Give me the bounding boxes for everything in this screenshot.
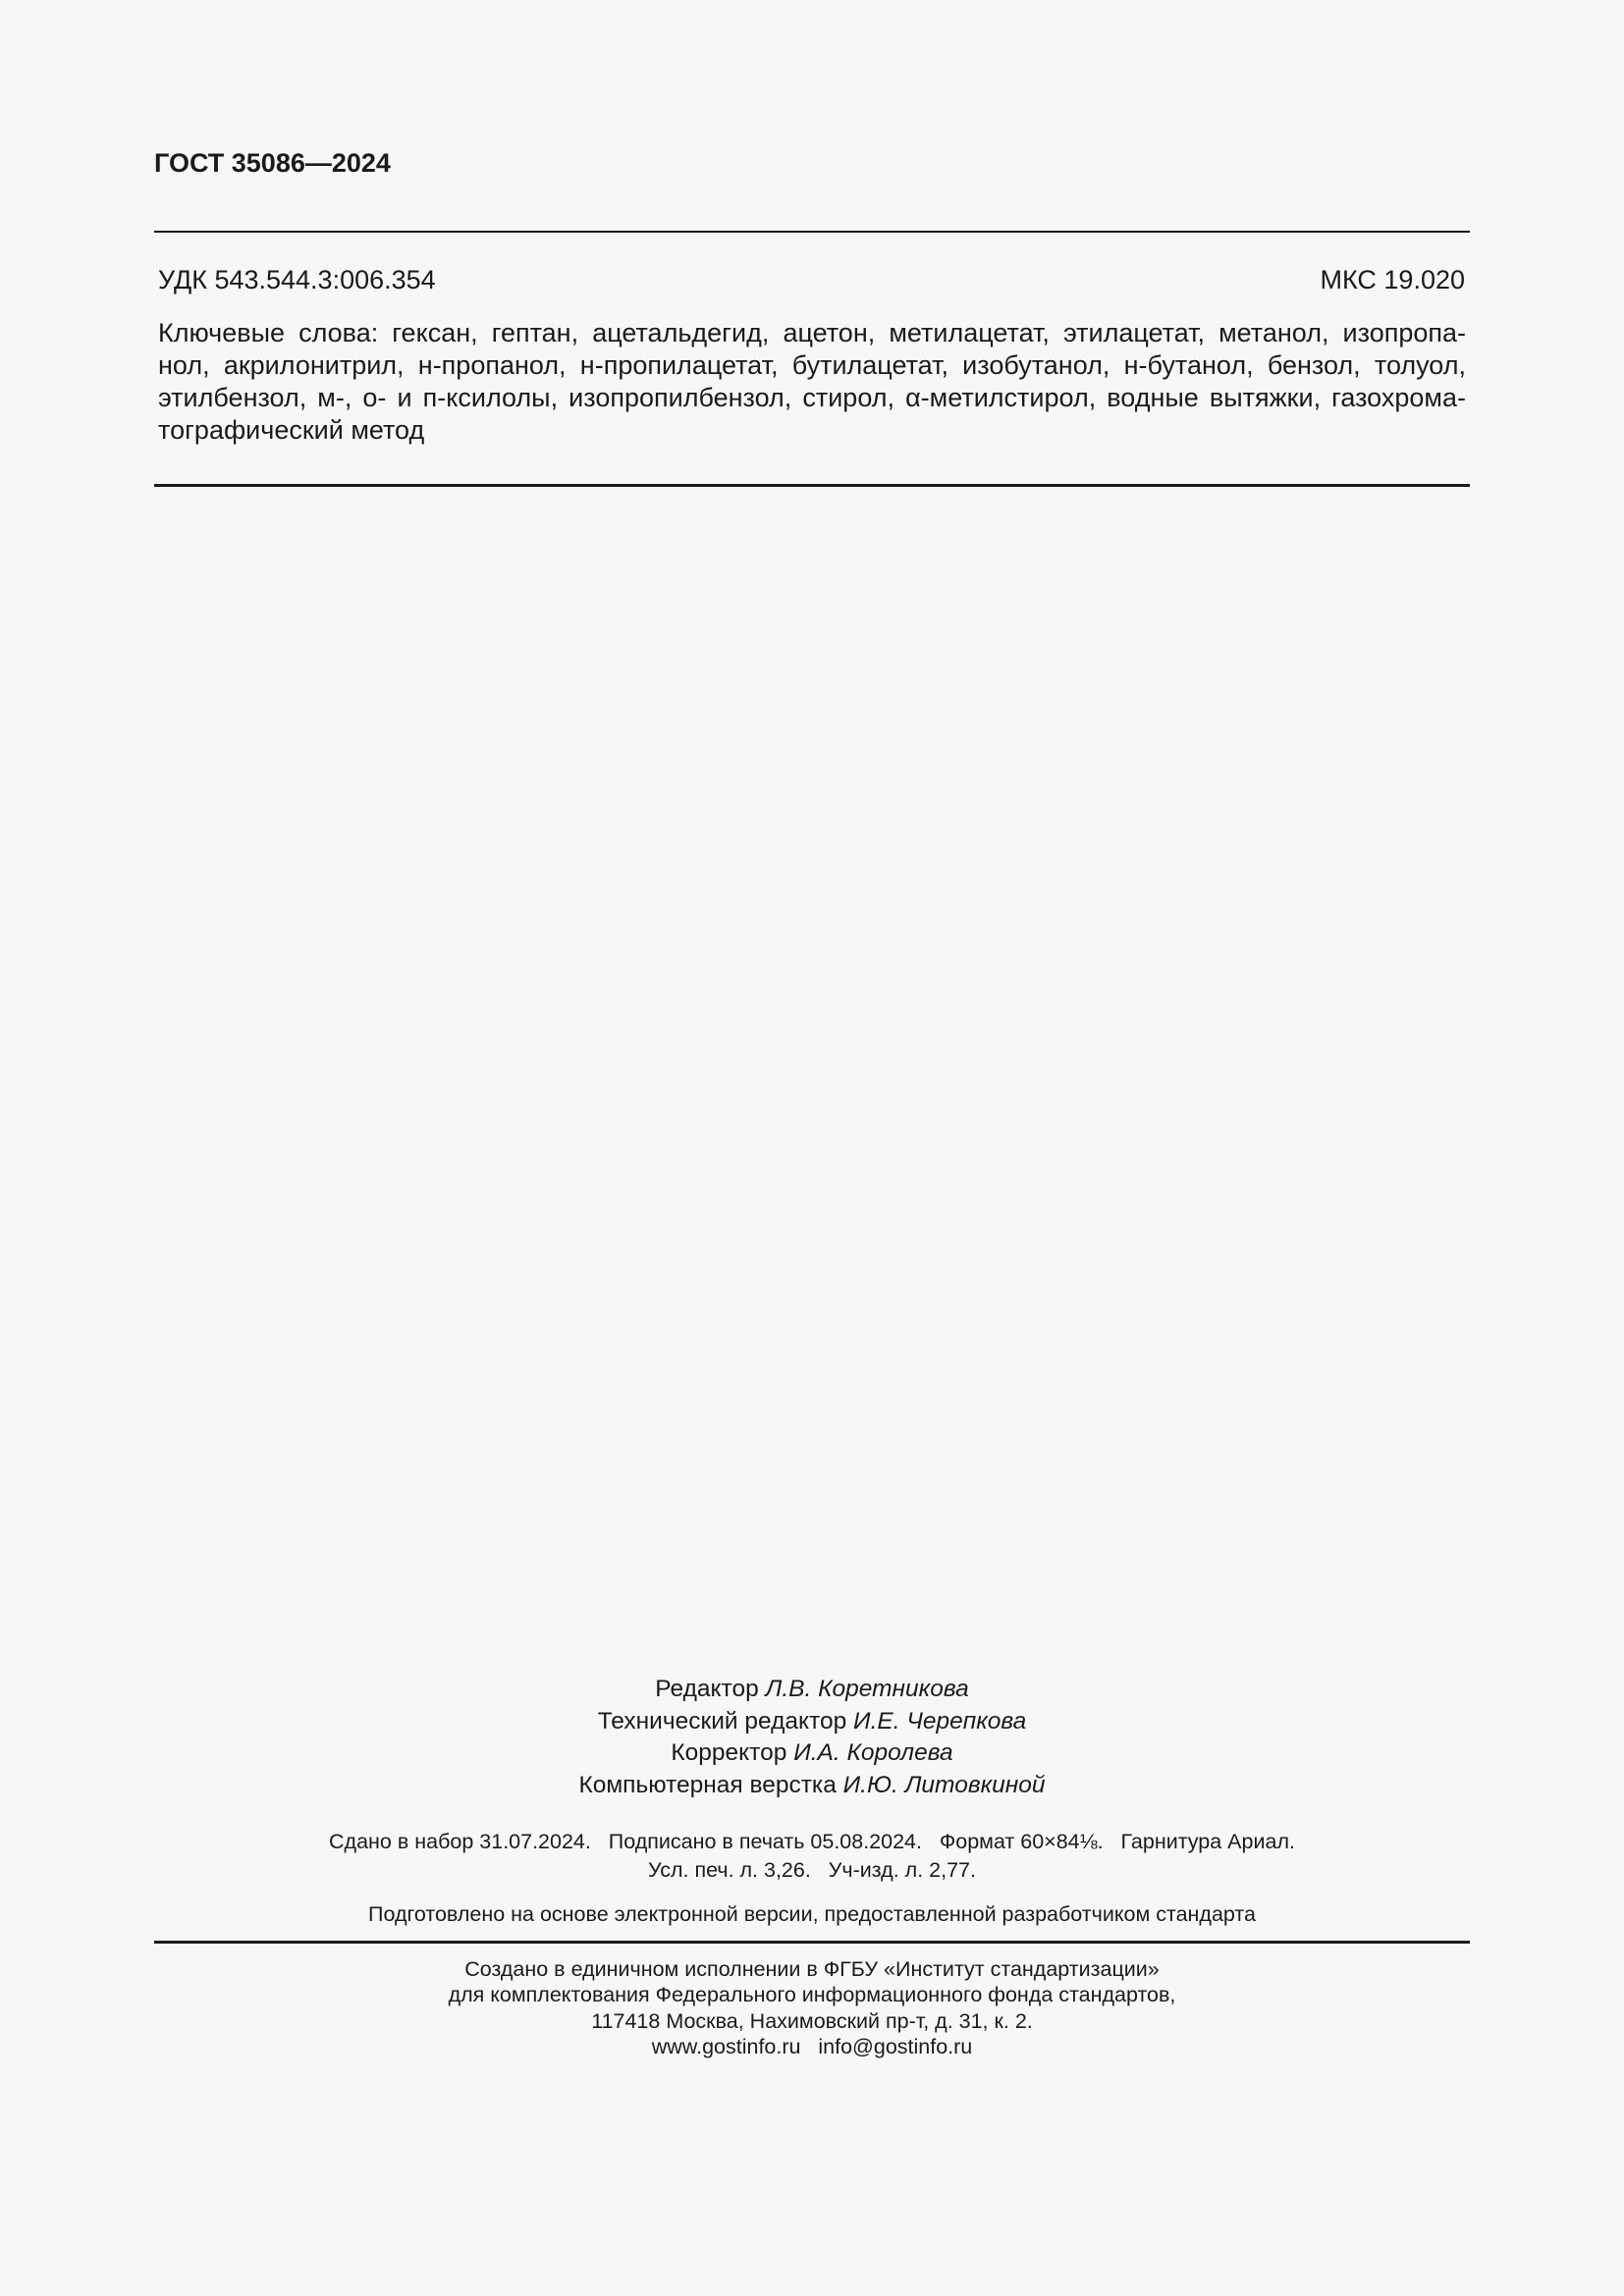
keywords-line: тографический метод <box>158 415 425 445</box>
imprint-line: Усл. печ. л. 3,26. Уч-изд. л. 2,77. <box>648 1858 976 1882</box>
credit-name: Л.В. Коретникова <box>765 1676 969 1702</box>
credit-editor <box>0 1674 1624 1706</box>
created-line: Создано в единичном исполнении в ФГБУ «Институт стандартизации» <box>464 1957 1160 1981</box>
contact-links: www.gostinfo.ru info@gostinfo.ru <box>651 2034 973 2058</box>
document-title: ГОСТ 35086—2024 <box>154 148 391 178</box>
credit-role: Корректор <box>671 1739 787 1766</box>
keywords-paragraph <box>158 317 1466 447</box>
keywords-line: нол, акрилонитрил, н-пропанол, н-пропилацетат, бутилацетат, изобутанол, н-бутанол, бензол, толуол, <box>158 350 1466 380</box>
top-divider <box>154 231 1470 233</box>
created-block <box>0 1956 1624 2059</box>
keywords-divider <box>154 484 1470 487</box>
prepared-note: Подготовлено на основе электронной версии, предоставленной разработчиком стандарта <box>368 1902 1256 1926</box>
created-line: 117418 Москва, Нахимовский пр-т, д. 31, к. 2. <box>591 2008 1033 2033</box>
credit-name: И.А. Королева <box>793 1739 953 1766</box>
udk-code: УДК 543.544.3:006.354 <box>158 265 436 294</box>
credit-name: И.Е. Черепкова <box>853 1707 1027 1735</box>
credit-corrector <box>0 1737 1624 1770</box>
credit-role: Редактор <box>655 1676 759 1702</box>
credit-role: Технический редактор <box>597 1707 847 1735</box>
footer-divider <box>154 1941 1470 1944</box>
created-line: для комплектования Федерального информационного фонда стандартов, <box>448 1983 1176 2007</box>
keywords-line: этилбензол, м-, о- и п-ксилолы, изопропилбензол, стирол, α-метилстирол, водные вытяжки, газохрома- <box>158 383 1466 412</box>
credit-tech-editor <box>0 1706 1624 1738</box>
credit-layout <box>0 1770 1624 1802</box>
credits-block <box>0 1674 1624 1801</box>
credit-name: И.Ю. Литовкиной <box>842 1771 1046 1798</box>
mks-code: МКС 19.020 <box>1320 265 1465 294</box>
imprint-block <box>0 1828 1624 1885</box>
keywords-line: Ключевые слова: гексан, гептан, ацетальдегид, ацетон, метилацетат, этилацетат, метанол, изопропа- <box>158 318 1466 347</box>
imprint-line: Сдано в набор 31.07.2024. Подписано в печать 05.08.2024. Формат 60×84⅛. Гарнитура Ариал. <box>329 1830 1295 1853</box>
credit-role: Компьютерная верстка <box>578 1771 837 1798</box>
